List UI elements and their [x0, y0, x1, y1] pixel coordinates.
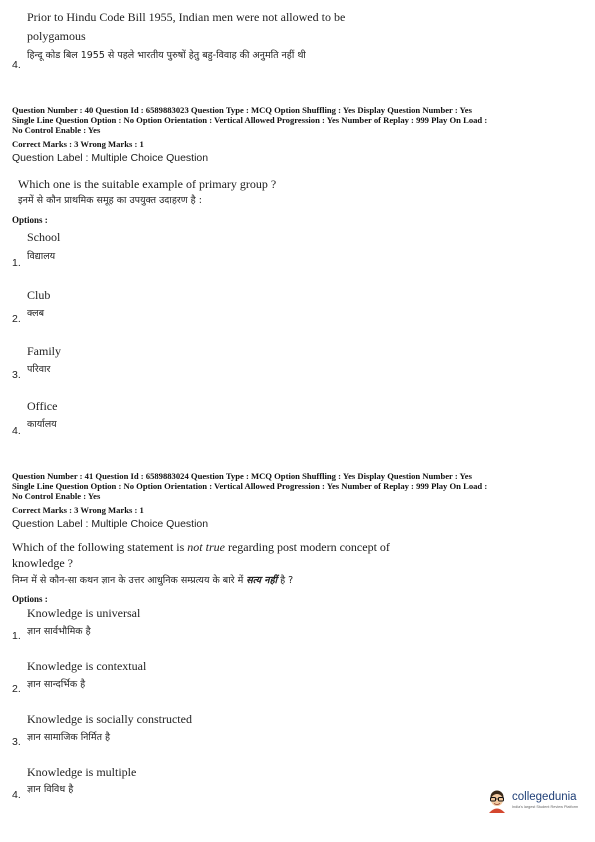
- collegedunia-logo: [486, 789, 582, 815]
- q41-question-text-part1: Which of the following statement is: [12, 540, 188, 554]
- q41-meta-line2: Single Line Question Option : No Option Orientation : Vertical Allowed Progression : Yes Number of Replay : 999 Play On Load :: [12, 481, 488, 491]
- q41-question-hindi-part2: है ?: [277, 575, 294, 586]
- q40-option-3-hindi: परिवार: [27, 364, 51, 375]
- mascot-icon: [486, 789, 508, 813]
- q41-options-label: Options :: [12, 594, 48, 604]
- q41-option-4-text[interactable]: Knowledge is multiple: [27, 765, 137, 779]
- q40-option-4-text[interactable]: Office: [27, 399, 58, 413]
- q41-question-hindi-part1: निम्न में से कौन-सा कथन ज्ञान के उत्तर आधुनिक सम्प्रत्यय के बारे में: [12, 575, 247, 586]
- q40-option-3-number: 3.: [12, 369, 21, 381]
- q40-option-2-number: 2.: [12, 313, 21, 325]
- q40-option-1-hindi: विद्यालय: [27, 251, 56, 262]
- prev-option-text-line2: polygamous: [27, 29, 86, 43]
- q41-option-4-hindi: ज्ञान विविध है: [27, 784, 74, 795]
- q40-question-text: Which one is the suitable example of primary group ?: [18, 177, 277, 191]
- prev-option-hindi: हिन्दू कोड बिल 1955 से पहले भारतीय पुरुषों हेतु बहु-विवाह की अनुमति नहीं थी: [27, 50, 306, 61]
- q40-question-label: Question Label : Multiple Choice Question: [12, 152, 209, 164]
- q40-marks: Correct Marks : 3 Wrong Marks : 1: [12, 139, 144, 149]
- q41-question-hindi-emphasis: सत्य नहीं: [246, 575, 278, 586]
- q41-option-2-text[interactable]: Knowledge is contextual: [27, 659, 147, 673]
- prev-option-number: 4.: [12, 59, 21, 71]
- q41-marks: Correct Marks : 3 Wrong Marks : 1: [12, 505, 144, 515]
- q41-option-1-number: 1.: [12, 630, 21, 642]
- q40-option-3-text[interactable]: Family: [27, 344, 62, 358]
- q41-question-text-part2: regarding post modern concept of: [224, 540, 390, 554]
- q40-option-4-number: 4.: [12, 425, 21, 437]
- q41-option-1-text[interactable]: Knowledge is universal: [27, 606, 141, 620]
- q41-question-text: [12, 540, 390, 555]
- q40-meta-line1: Question Number : 40 Question Id : 6589883023 Question Type : MCQ Option Shuffling : Yes Display Question Number : Yes: [12, 105, 472, 115]
- q41-option-3-hindi: ज्ञान सामाजिक निर्मित है: [27, 732, 111, 743]
- q40-option-4-hindi: कार्यालय: [27, 419, 57, 430]
- q41-option-2-number: 2.: [12, 683, 21, 695]
- q40-option-1-number: 1.: [12, 257, 21, 269]
- q41-option-1-hindi: ज्ञान सार्वभौमिक है: [27, 626, 91, 637]
- q41-option-4-number: 4.: [12, 789, 21, 801]
- q40-question-hindi: इनमें से कौन प्राथमिक समूह का उपयुक्त उदाहरण है :: [18, 195, 202, 206]
- q41-meta-line1: Question Number : 41 Question Id : 6589883024 Question Type : MCQ Option Shuffling : Yes Display Question Number : Yes: [12, 471, 472, 481]
- q41-option-2-hindi: ज्ञान सान्दर्भिक है: [27, 679, 86, 690]
- collegedunia-logo-text: collegedunia: [512, 791, 577, 803]
- prev-option-text-line1: Prior to Hindu Code Bill 1955, Indian men were not allowed to be: [27, 10, 346, 24]
- q40-options-label: Options :: [12, 215, 48, 225]
- q40-option-2-hindi: क्लब: [27, 308, 45, 319]
- collegedunia-logo-tagline: India's largest Student Review Platform: [512, 805, 579, 809]
- q41-meta-line3: No Control Enable : Yes: [12, 491, 101, 501]
- q41-question-label: Question Label : Multiple Choice Question: [12, 518, 209, 530]
- q41-question-emphasis: not true: [187, 540, 225, 554]
- q40-option-2-text[interactable]: Club: [27, 288, 51, 302]
- q41-question-text-line2: knowledge ?: [12, 556, 73, 570]
- q41-question-hindi: [12, 573, 293, 586]
- q40-option-1-text[interactable]: School: [27, 230, 61, 244]
- q41-option-3-text[interactable]: Knowledge is socially constructed: [27, 712, 192, 726]
- q41-option-3-number: 3.: [12, 736, 21, 748]
- q40-meta-line2: Single Line Question Option : No Option Orientation : Vertical Allowed Progression : Yes Number of Replay : 999 Play On Load :: [12, 115, 488, 125]
- q40-meta-line3: No Control Enable : Yes: [12, 125, 101, 135]
